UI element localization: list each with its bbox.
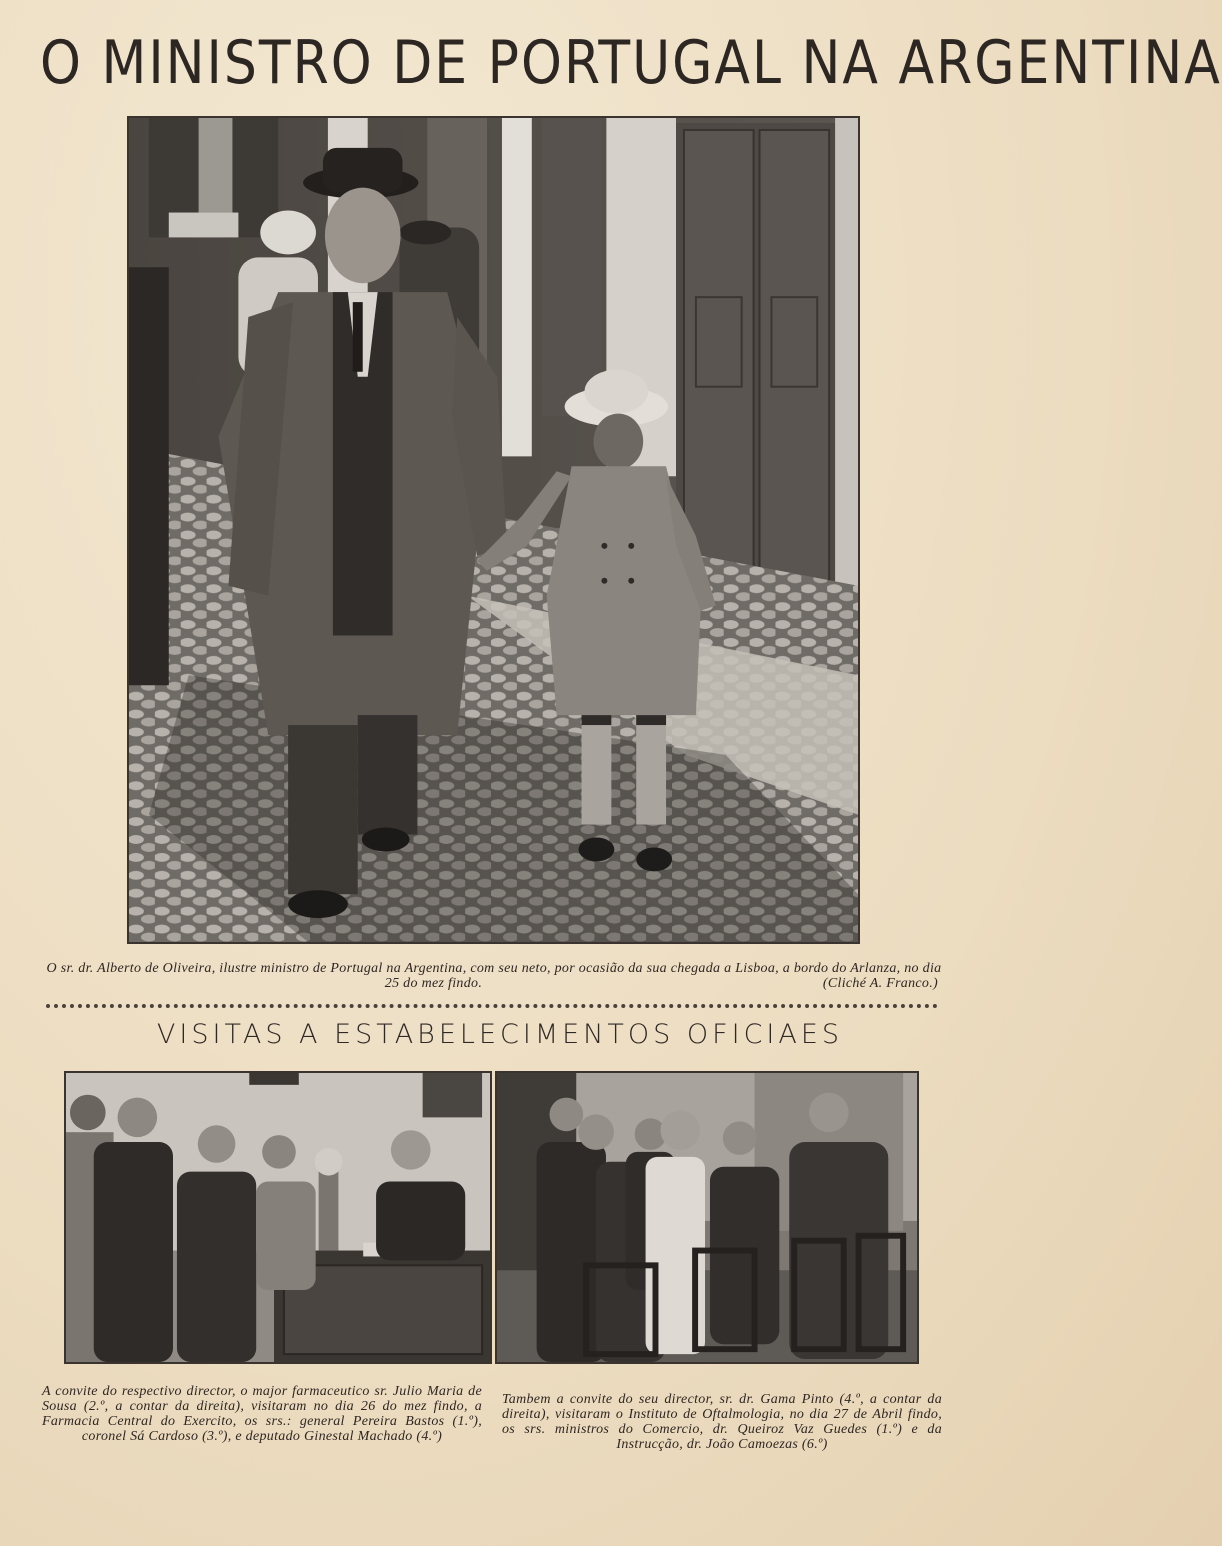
main-caption-text: O sr. dr. Alberto de Oliveira, ilustre ministro de Portugal na Argentina, com seu neto, por ocasião da sua chegada a Lisboa, a bordo do Arlanza, no dia 25 do mez findo.: [46, 961, 942, 991]
section-title: VISITAS A ESTABELECIMENTOS OFICIAES: [156, 1019, 844, 1050]
pharmacy-visit-photograph: [64, 1071, 492, 1364]
ophthalmology-visit-photograph: [495, 1071, 919, 1364]
ophthalmology-visit-caption: Tambem a convite do seu director, sr. dr. Gama Pinto (4.º, a contar da direita), visitaram o Instituto de Oftalmologia, no dia 27 de Abril findo, os srs. ministros do Comercio, dr. Queiroz Vaz Guedes (1.º) e da Instrucção, dr. João Camoezas (6.º): [502, 1392, 942, 1452]
dotted-divider: [46, 1004, 938, 1008]
ophthalmology-photo-illustration: [497, 1073, 917, 1362]
photo-credit: (Cliché A. Franco.): [822, 976, 938, 991]
page-title: O MINISTRO DE PORTUGAL NA ARGENTINA: [40, 29, 1222, 99]
pharmacy-photo-illustration: [66, 1073, 490, 1362]
pharmacy-visit-caption: A convite do respectivo director, o major farmaceutico sr. Julio Maria de Sousa (2.º, a contar da direita), visitaram no dia 26 do mez findo, a Farmacia Central do Exercito, os srs.: general Pereira Bastos (1.º), coronel Sá Cardoso (3.º), e deputado Ginestal Machado (4.º): [42, 1384, 482, 1444]
main-photograph: [127, 116, 860, 944]
main-photo-caption: [44, 961, 944, 991]
main-photo-illustration: [129, 118, 858, 942]
